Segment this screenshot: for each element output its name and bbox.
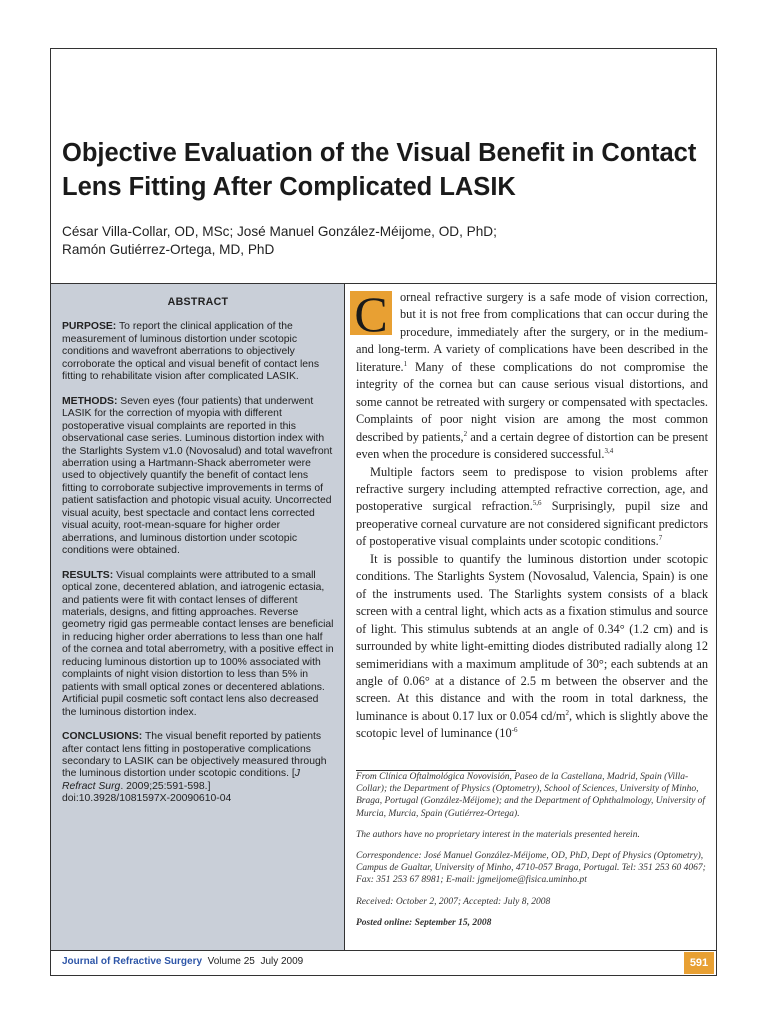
- abstract-results: [62, 570, 334, 719]
- ref-sup: 2: [463, 429, 468, 438]
- page-number: 591: [684, 952, 714, 974]
- article-title: Objective Evaluation of the Visual Benefit in Contact Lens Fitting After Complicated LASIK: [62, 139, 697, 201]
- body-paragraph-2: [356, 464, 708, 551]
- journal-name: Journal of Refractive Surgery: [62, 956, 203, 967]
- body-paragraph-1: [354, 286, 708, 464]
- abstract-conclusions: [62, 731, 334, 806]
- drop-cap: C: [350, 291, 392, 335]
- ref-sup: 5,6: [532, 499, 542, 508]
- body-paragraph-3: [356, 551, 708, 743]
- journal-volume: Volume 25: [207, 956, 255, 967]
- ref-sup: 7: [658, 534, 663, 543]
- p1-text-a: orneal refractive surgery is a safe mode of vision correction, but it is not free from complications that can occur during the procedure, immediately after the surgery, or in the medium- and long-term. A variety of complications have been described in the literature.: [356, 290, 708, 374]
- unit-sup: 2: [565, 708, 569, 717]
- purpose-text: To report the clinical application of the measurement of luminous distortion under scotopic conditions and wavefront aberrations to objectively corroborate the optical and visual benefit of contact lens fitting to rehabilitate vision after complicated LASIK.: [62, 321, 320, 383]
- ref-sup: 1: [403, 359, 408, 368]
- article-body: [354, 286, 708, 743]
- footnotes: [356, 771, 708, 938]
- footnote-interest: The authors have no proprietary interest in the materials presented herein.: [356, 829, 640, 840]
- abstract-heading: ABSTRACT: [167, 296, 229, 308]
- p3-text-a: It is possible to quantify the luminous distortion under scotopic conditions. The Starlights System (Novosalud, Valencia, Spain) is one of the instruments used. The Starlights system consists of a black screen with a central light, which acts as a fixation stimulus and source of light. This stimulus subtends at an angle of 0.34° (1.2 cm) and is surrounded by white light-emitting diodes distributed radially along 12 semimeridians with a maximum amplitude of 30°; each subtends at an angle of 0.06° at a distance of 2.5 m between the observer and the screen. At this distance and with the room in total darkness, the luminance is about 0.17 lux or 0.054 cd/m: [356, 551, 708, 723]
- exponent-sup: -6: [511, 726, 518, 735]
- conclusions-text: The visual benefit reported by patients after contact lens fitting in postoperative complications secondary to LASIK can be objectively measured through the luminous distortion under scotopic conditions. [: [62, 731, 327, 780]
- p2-text-b: Surprisingly, pupil size and preoperative corneal curvature are not considered significant predictors of postoperative visual complaints under scotopic conditions.: [356, 499, 708, 549]
- journal-date: July 2009: [260, 956, 304, 967]
- conclusions-label: CONCLUSIONS:: [62, 731, 143, 743]
- author-line-1: César Villa-Collar, OD, MSc; José Manuel González-Méijome, OD, PhD;: [62, 224, 497, 239]
- footnote-received: Received: October 2, 2007; Accepted: July 8, 2008: [356, 896, 551, 907]
- abstract-purpose: [62, 321, 334, 383]
- page-footer: [62, 956, 303, 967]
- column-divider: [344, 284, 345, 950]
- abstract-methods: [62, 396, 334, 558]
- p2-text-a: Multiple factors seem to predispose to vision problems after refractive surgery including attempted refractive correction, age, and postoperative surgical refraction.: [356, 464, 708, 514]
- methods-text: Seven eyes (four patients) that underwent LASIK for the correction of myopia with different postoperative visual complaints are reported in this observational case series. Luminous distortion index with the Starlights System v1.0 (Novosalud) and total wavefront aberration using a Hartmann-Shack aberrometer were used to objectively quantify the benefit of contact lens fitting to corroborate subjective improvements in terms of patient satisfaction and photopic visual acuity. Uncorrected visual acuity, best spectacle and contact lens corrected visual acuity, root-mean-square for higher order aberrations, and luminous distortion under scotopic conditions were obtained.: [62, 395, 333, 557]
- footnote-affiliation: From Clínica Oftalmológica Novovisión, Paseo de la Castellana, Madrid, Spain (Villa-Collar); the Department of Physics (Optometry), School of Sciences, University of Minho, Braga, Portugal (González-Méijome); and the Department of Ophthalmology, University of Murcia, Murcia, Spain (Gutiérrez-Ortega).: [356, 772, 706, 819]
- citation-rest: . 2009;25:591-598.]: [120, 780, 211, 792]
- results-label: RESULTS:: [62, 569, 114, 581]
- doi-link[interactable]: doi:10.3928/1081597X-20090610-04: [62, 793, 232, 805]
- footnote-correspondence: Correspondence: José Manuel González-Méijome, OD, PhD, Dept of Physics (Optometry), Campus de Gualtar, University of Minho, 4710-057 Braga, Portugal. Tel: 351 253 60 4067; Fax: 351 253 67 8981; E-mail: jgmeijome@fisica.uminho.pt: [356, 851, 706, 886]
- citation-journal: J Refract Surg: [62, 768, 300, 792]
- author-list: [62, 223, 712, 259]
- footnote-posted: Posted online: September 15, 2008: [356, 917, 492, 928]
- methods-label: METHODS:: [62, 395, 118, 407]
- results-text: Visual complaints were attributed to a small optical zone, decentered ablation, and iatrogenic ectasia, and patients were fit with contact lenses of different materials, designs, and fitting approaches. Reverse geometry rigid gas permeable contact lenses are beneficial in reducing higher order aberrations to less than one half of the cornea and total aberrometry, with a positive effect in reducing luminous distortion up to 100% associated with complaints of night vision distortion to less than 5% in patients with small optical zones or decentered ablations. Artificial pupil cosmetic soft contact lens also decreased the luminous distortion index.: [62, 569, 334, 718]
- p1-text-b: Many of these complications do not compromise the integrity of the cornea but can cause serious visual distortions, and some cannot be retreated with surgery or compensated with spectacles. Complaints of poor night vision are among the most common described by patients,: [356, 359, 708, 444]
- abstract-panel: [51, 284, 344, 950]
- purpose-label: PURPOSE:: [62, 321, 117, 333]
- footer-divider: [50, 950, 717, 951]
- ref-sup: 3,4: [604, 446, 614, 455]
- p3-text-b: , which is slightly above the scotopic level of luminance (10: [356, 708, 708, 741]
- p1-text-c: and a certain degree of distortion can be present even when the procedure is considered successful.: [356, 429, 708, 462]
- author-line-2: Ramón Gutiérrez-Ortega, MD, PhD: [62, 242, 275, 257]
